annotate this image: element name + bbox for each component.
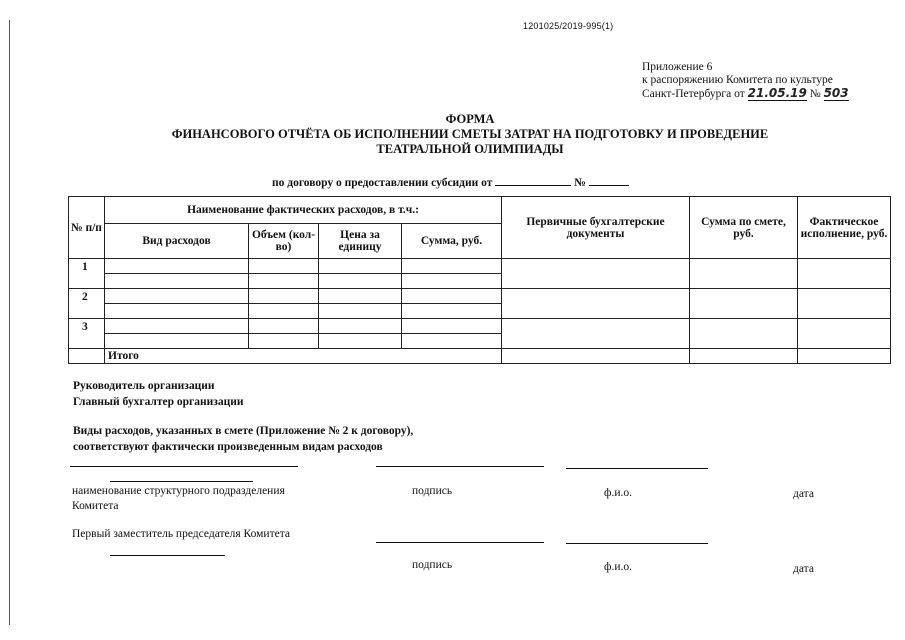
appendix-line2: к распоряжению Комитета по культуре [642,74,833,86]
table-cell [502,349,690,364]
header-sum: Сумма, руб. [402,224,502,259]
table-cell [105,274,249,289]
table-cell [105,334,249,349]
table-cell [690,349,798,364]
appendix-block [642,61,849,101]
deputy-sign-line [376,542,544,543]
deputy-short-line [110,555,225,556]
form-title-line3: ТЕАТРАЛЬНОЙ ОЛИМПИАДЫ [376,142,564,156]
table-cell [105,304,249,319]
header-expenses-group: Наименование фактических расходов, в т.ч.: [105,197,502,224]
table-cell [798,259,891,289]
header-unit-price: Цена за единицу [319,224,402,259]
confirmation-line2: соответствуют фактически произведенным видам расходов [73,441,383,453]
header-actual: Фактическое исполнение, руб. [798,197,891,259]
appendix-line3 [642,87,849,101]
contract-prefix: по договору о предоставлении субсидии от [272,177,493,189]
table-cell [249,319,319,334]
table-cell [502,319,690,349]
header-expense-type: Вид расходов [105,224,249,259]
row-number: 3 [69,319,105,349]
table-cell [402,304,502,319]
table-cell [105,319,249,334]
table-cell [249,259,319,274]
first-deputy-chairman: Первый заместитель председателя Комитета [72,528,290,540]
document-number: 1201025/2019-995(1) [523,21,614,31]
header-num: № п/п [69,197,105,259]
table-cell [798,319,891,349]
deputy-fio-line [566,543,708,544]
table-cell [249,289,319,304]
table-cell [690,289,798,319]
table-cell [319,289,402,304]
fio-label: ф.и.о. [604,487,632,499]
table-cell [105,289,249,304]
table-cell [402,289,502,304]
table-cell [798,349,891,364]
header-estimate-sum: Сумма по смете, руб. [690,197,798,259]
form-title-line2: ФИНАНСОВОГО ОТЧЁТА ОБ ИСПОЛНЕНИИ СМЕТЫ ЗАТРАТ НА ПОДГОТОВКУ И ПРОВЕДЕНИЕ [171,127,769,141]
table-cell [319,304,402,319]
page-edge [9,20,10,625]
sign-blank-line [376,466,544,467]
row-number: 1 [69,259,105,289]
table-cell [319,274,402,289]
date-label: дата [793,488,814,500]
header-volume: Объем (кол-во) [249,224,319,259]
table-cell [798,289,891,319]
table-cell [502,289,690,319]
table-cell [69,349,105,364]
contract-number-sign: № [574,177,586,189]
head-of-organization: Руководитель организации [73,380,215,392]
contract-number-blank [589,175,629,186]
table-cell [502,259,690,289]
table-cell [249,334,319,349]
table-cell [249,274,319,289]
table-cell [690,259,798,289]
table-cell [402,334,502,349]
dept-label-line2: Комитета [72,500,119,512]
header-primary-docs: Первичные бухгалтерские документы [502,197,690,259]
contract-line [272,175,629,189]
table-cell [319,319,402,334]
handwritten-number: 503 [823,86,849,100]
dept-label-line1: наименование структурного подразделения [72,485,285,497]
number-sign: № [809,88,821,100]
dept-short-line [110,481,253,482]
appendix-line1: Приложение 6 [642,61,713,73]
confirmation-line1: Виды расходов, указанных в смете (Приложение № 2 к договору), [73,425,414,437]
handwritten-date: 21.05.19 [747,86,807,100]
report-table [68,196,891,364]
appendix-line3-prefix: Санкт-Петербурга от [642,88,745,100]
deputy-date-label: дата [793,563,814,575]
row-number: 2 [69,289,105,319]
table-cell [402,319,502,334]
fio-blank-line [566,468,708,469]
table-cell [402,259,502,274]
signature-label: подпись [412,485,453,497]
deputy-fio-label: ф.и.о. [604,561,632,573]
contract-date-blank [495,175,571,186]
table-cell [402,274,502,289]
chief-accountant: Главный бухгалтер организации [73,396,244,408]
deputy-signature-label: подпись [412,559,453,571]
table-cell [319,334,402,349]
total-label: Итого [105,349,502,364]
dept-blank-line [70,466,298,467]
table-cell [249,304,319,319]
table-cell [690,319,798,349]
table-cell [105,259,249,274]
form-title: ФОРМА [445,112,495,126]
table-cell [319,259,402,274]
